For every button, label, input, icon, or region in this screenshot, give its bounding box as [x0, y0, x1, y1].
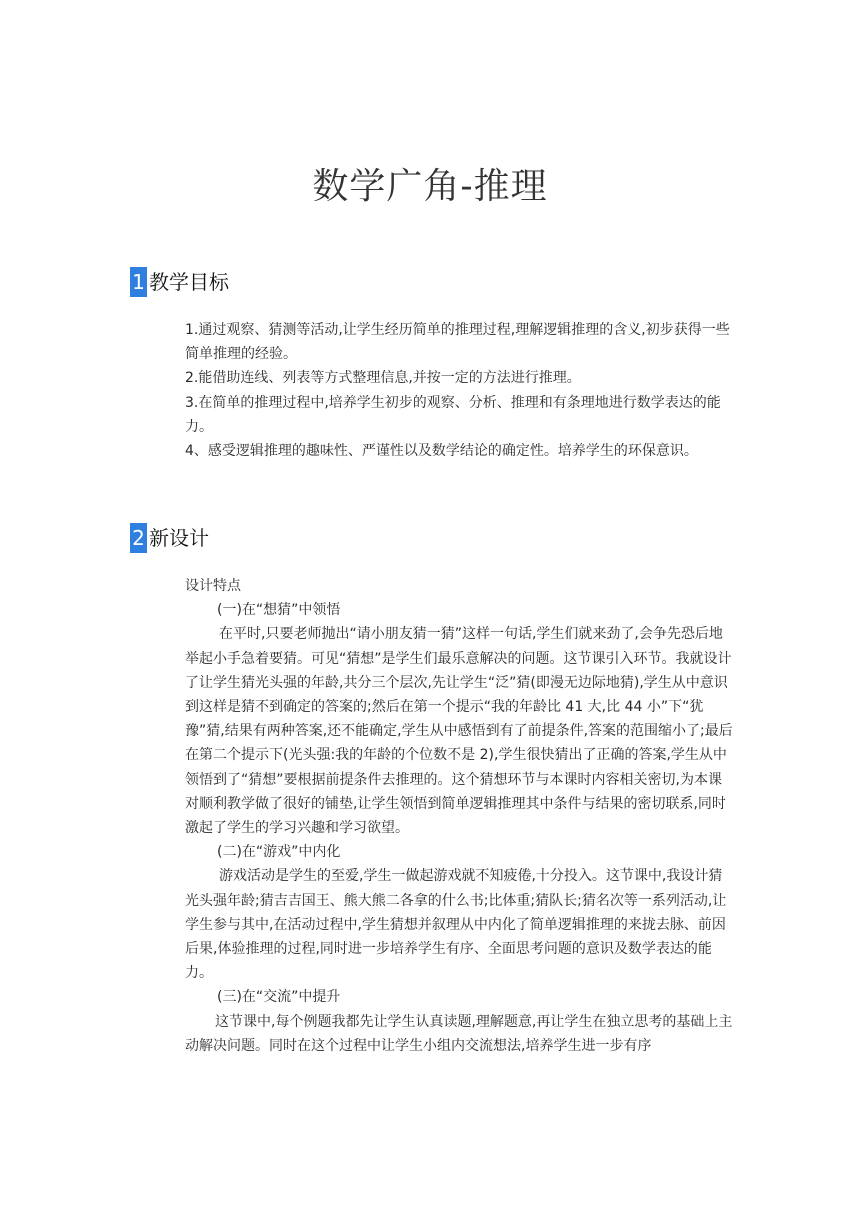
objectives-list	[185, 318, 733, 463]
objective-item: 4、感受逻辑推理的趣味性、严谨性以及数学结论的确定性。培养学生的环保意识。	[185, 443, 698, 460]
section-title: 新设计	[149, 526, 209, 550]
objective-item: 3.在简单的推理过程中,培养学生初步的观察、分析、推理和有条理地进行数学表达的能力。	[185, 394, 721, 435]
objective-item: 2.能借助连线、列表等方式整理信息,并按一定的方法进行推理。	[185, 370, 581, 387]
design-body	[185, 574, 733, 1058]
subsection-title: (一)在“想猜”中领悟	[217, 602, 341, 619]
section-title: 教学目标	[149, 270, 229, 294]
section-number-badge: 1	[130, 267, 147, 297]
subsection-body: 这节课中,每个例题我都先让学生认真读题,理解题意,再让学生在独立思考的基础上主动解决问题。同时在这个过程中让学生小组内交流想法,培养学生进一步有序	[185, 1013, 733, 1054]
section-heading-design	[130, 524, 209, 552]
subsection-body: 游戏活动是学生的至爱,学生一做起游戏就不知疲倦,十分投入。这节课中,我设计猜光头强年龄;猜吉吉国王、熊大熊二各拿的什么书;比体重;猜队长;猜名次等一系列活动,让学生参与其中,在活动过程中,学生猜想并叙理从中内化了简单逻辑推理的来拢去脉、前因后果,体验推理的过程,同时进一步培养学生有序、全面思考问题的意识及数学表达的能力。	[185, 868, 727, 982]
design-intro: 设计特点	[185, 578, 241, 594]
section-number-badge: 2	[130, 523, 147, 553]
section-heading-objectives	[130, 268, 229, 296]
objective-item: 1.通过观察、猜测等活动,让学生经历简单的推理过程,理解逻辑推理的含义,初步获得一些简单推理的经验。	[185, 322, 730, 363]
subsection-body: 在平时,只要老师抛出“请小朋友猜一猜”这样一句话,学生们就来劲了,会争先恐后地举起小手急着要猜。可见“猜想”是学生们最乐意解决的问题。这节课引入环节。我就设计了让学生猜光头强的年龄,共分三个层次,先让学生“泛”猜(即漫无边际地猜),学生从中意识到这样是猜不到确定的答案的;然后在第一个提示“我的年龄比 41 大,比 44 小”下“犹豫”猜,结果有两种答案,还不能确定,学生从中感悟到有了前提条件,答案的范围缩小了;最后在第二个提示下(光头强:我的年龄的个位数不是 2),学生很快猜出了正确的答案,学生从中领悟到了“猜想”要根据前提条件去推理的。这个猜想环节与本课时内容相关密切,为本课对顺利教学做了很好的铺垫,让学生领悟到简单逻辑推理其中条件与结果的密切联系,同时激起了学生的学习兴趣和学习欲望。	[185, 626, 733, 837]
subsection-title: (三)在“交流”中提升	[217, 989, 341, 1006]
subsection-title: (二)在“游戏”中内化	[217, 844, 341, 861]
document-title: 数学广角-推理	[312, 166, 548, 207]
